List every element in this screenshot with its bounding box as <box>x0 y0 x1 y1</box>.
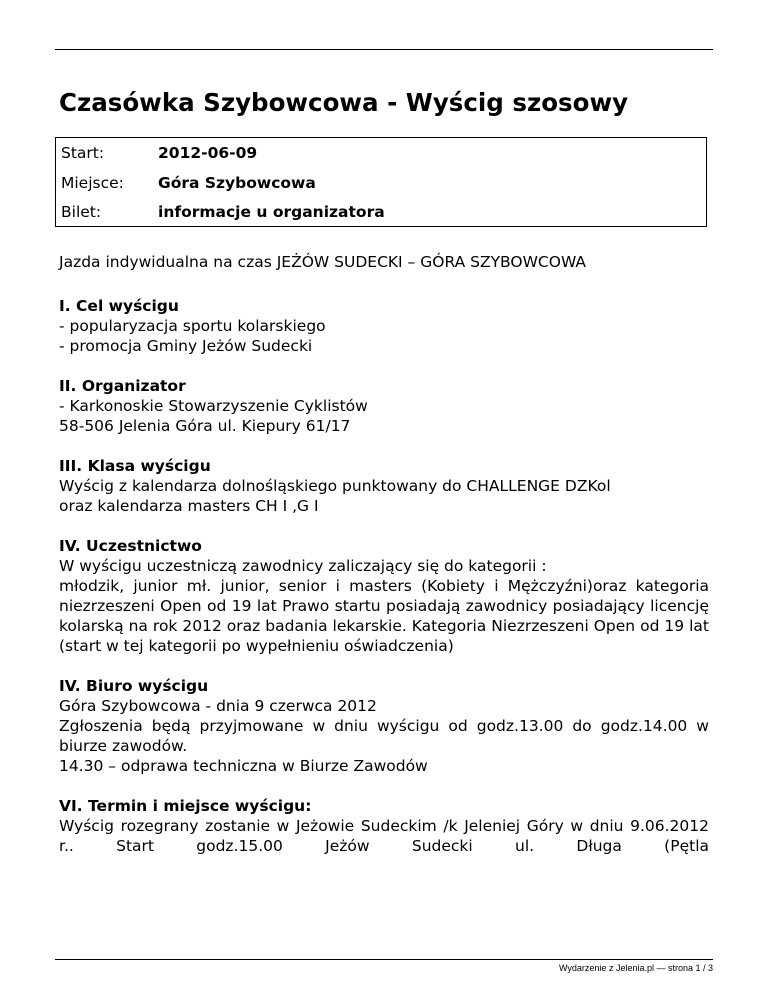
info-row-start <box>61 144 257 162</box>
section-organizator <box>59 376 709 436</box>
section-heading: I. Cel wyścigu <box>59 297 179 315</box>
section-line: 58-506 Jelenia Góra ul. Kiepury 61/17 <box>59 417 351 435</box>
section-termin <box>59 796 709 856</box>
section-heading: IV. Biuro wyścigu <box>59 677 209 695</box>
section-line: - Karkonoskie Stowarzyszenie Cyklistów <box>59 397 368 415</box>
section-heading: VI. Termin i miejsce wyścigu: <box>59 797 312 815</box>
info-label: Start: <box>61 144 105 162</box>
top-rule <box>55 49 713 50</box>
section-paragraph: młodzik, junior mł. junior, senior i masters (Kobiety i Mężczyźni)oraz kategoria niezrzeszeni Open od 19 lat Prawo startu posiadają zawodnicy posiadający licencję kolarską na rok 2012 oraz badania lekarskie. Kategoria Niezrzeszeni Open od 19 lat (start w tej kategorii po wypełnieniu oświadczenia) <box>59 577 709 655</box>
info-value: 2012-06-09 <box>158 144 258 162</box>
bottom-rule <box>55 959 713 960</box>
section-paragraph: Wyścig rozegrany zostanie w Jeżowie Sudeckim /k Jeleniej Góry w dniu 9.06.2012 r.. Start godz.15.00 Jeżów Sudecki ul. Długa (Pętla <box>59 817 709 855</box>
section-cel <box>59 296 709 356</box>
info-label: Miejsce: <box>61 174 124 192</box>
section-heading: IV. Uczestnictwo <box>59 537 202 555</box>
info-label: Bilet: <box>61 203 102 221</box>
section-line: W wyścigu uczestniczą zawodnicy zaliczający się do kategorii : <box>59 557 547 575</box>
section-paragraph: Zgłoszenia będą przyjmowane w dniu wyścigu od godz.13.00 do godz.14.00 w biurze zawodów. <box>59 717 709 755</box>
section-line: Wyścig z kalendarza dolnośląskiego punktowany do CHALLENGE DZKol <box>59 477 611 495</box>
section-heading: III. Klasa wyścigu <box>59 457 211 475</box>
section-uczestnictwo <box>59 536 709 656</box>
section-klasa <box>59 456 709 516</box>
event-info-box <box>55 137 707 227</box>
section-line: - promocja Gminy Jeżów Sudecki <box>59 337 313 355</box>
section-line: Góra Szybowcowa - dnia 9 czerwca 2012 <box>59 697 377 715</box>
section-biuro <box>59 676 709 776</box>
info-row-place <box>61 174 316 192</box>
info-row-ticket <box>61 203 385 221</box>
page-footer: Wydarzenie z Jelenia.pl — strona 1 / 3 <box>559 963 713 973</box>
page-title: Czasówka Szybowcowa - Wyścig szosowy <box>59 88 629 117</box>
section-heading: II. Organizator <box>59 377 186 395</box>
info-value: Góra Szybowcowa <box>158 174 316 192</box>
section-line: - popularyzacja sportu kolarskiego <box>59 317 326 335</box>
info-value: informacje u organizatora <box>158 203 385 221</box>
intro-text: Jazda indywidualna na czas JEŻÓW SUDECKI – GÓRA SZYBOWCOWA <box>59 253 587 271</box>
article-body <box>59 252 709 876</box>
section-line: 14.30 – odprawa techniczna w Biurze Zawodów <box>59 757 428 775</box>
section-line: oraz kalendarza masters CH I ,G I <box>59 497 319 515</box>
